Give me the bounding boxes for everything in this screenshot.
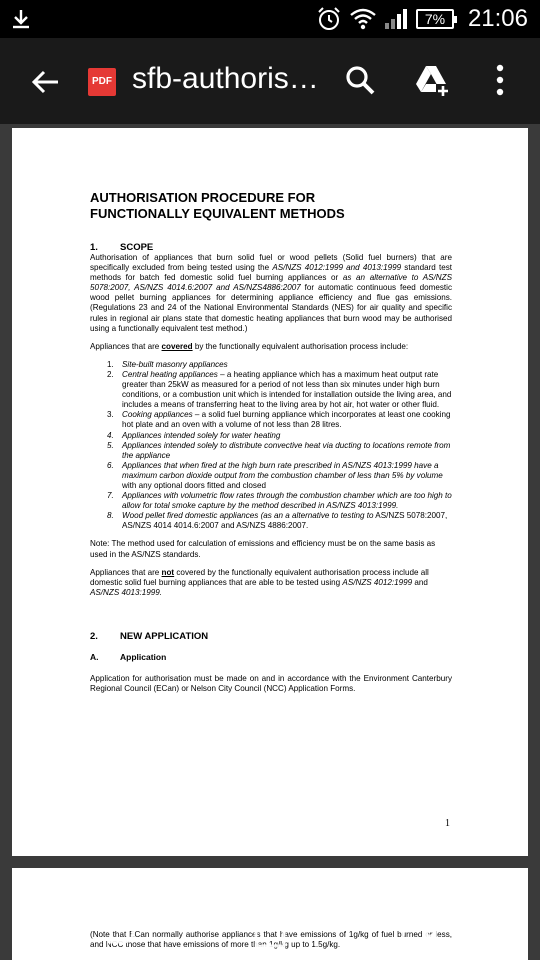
drive-add-icon[interactable] — [414, 62, 450, 98]
status-bar — [0, 0, 540, 38]
pdf-page-1[interactable] — [12, 128, 528, 856]
navigation-bar — [0, 900, 540, 960]
list-item: 6. Appliances that when fired at the high burn rate prescribed in AS/NZS 4013:1999 have a maximum carbon dioxide output from the combustion chamber of less than 5% by volume with any optional doors fitted and closed — [107, 460, 443, 490]
clock: 21:06 — [467, 5, 528, 32]
recents-nav-icon[interactable] — [394, 908, 444, 952]
not-covered-paragraph: Appliances that are not covered by the functionally equivalent authorisation process include all domestic solid fuel burning appliances that are able to be tested using AS/NZS 4012:1999 and AS/NZS 4013:1999. — [90, 567, 429, 597]
alarm-icon — [316, 6, 342, 32]
list-item: 1. Site-built masonry appliances — [107, 359, 228, 369]
section-1-heading: 1. SCOPE — [90, 242, 154, 253]
signal-icon — [384, 8, 408, 30]
download-icon — [10, 8, 32, 30]
home-nav-icon[interactable] — [245, 908, 295, 952]
document-heading: AUTHORISATION PROCEDURE FOR FUNCTIONALLY EQUIVALENT METHODS — [90, 190, 345, 221]
ecan-note: (Note that ECan normally authorise appliances that have emissions of 1g/kg of fuel burned or less, and NCC those that have emissions of more than 1g/kg up to 1.5g/kg. — [90, 930, 452, 950]
list-item: 5. Appliances intended solely to distribute convective heat via ducting to locations remote from the appliance — [107, 440, 451, 460]
subsection-a-heading: A. Application — [90, 652, 167, 662]
list-item: 2. Central heating appliances – a heating appliance which has a maximum heat output rate greater than 25kW as measured for a period of not less than six minutes under high burn conditions, or a combustion unit which is intended for installation outside the living area, and includes a means of transferring heat to the living area by hot air, hot water or other fluid. — [107, 369, 452, 410]
list-item: 7. Appliances with volumetric flow rates through the combustion chamber which are too high to allow for total smoke capture by the method described in AS/NZS 4013:1999. — [107, 491, 452, 511]
covered-intro: Appliances that are covered by the functionally equivalent authorisation process include: — [90, 341, 409, 351]
battery-icon: 7% — [416, 9, 454, 29]
document-title: sfb-authoris… — [132, 62, 319, 95]
pdf-file-icon: PDF — [88, 68, 116, 96]
scope-paragraph: Authorisation of appliances that burn solid fuel or wood pellets (Solid fuel burners) that are specifically excluded from being tested using the AS/NZS 4012:1999 and 4013:1999 standard test methods for batch fed domestic solid fuel burning appliances or as an alternative to AS/NZS 5078:2007, AS/NZS 4014.6:2007 and AS/NZS4886:2007 for automatic continuous feed domestic wood pellet burning appliances for determining appliance efficiency and flue gas emissions. (Regulations 23 and 24 of the National Environmental Standards (NES) for air quality and specific rules in regional air plans state that domestic heating appliances that burn wood may be authorised using a functionally equivalent test method.) — [90, 253, 452, 333]
arrow-back-icon[interactable] — [30, 66, 62, 98]
method-note: Note: The method used for calculation of emissions and efficiency must be on the same basis as used in the AS/NZS standards. — [90, 539, 436, 559]
list-item: 4. Appliances intended solely for water heating — [107, 430, 281, 440]
document-body — [90, 190, 452, 694]
back-nav-icon[interactable] — [88, 908, 138, 952]
more-vert-icon[interactable] — [488, 62, 512, 98]
covered-list — [90, 360, 452, 532]
section-2-heading: 2. NEW APPLICATION — [90, 630, 209, 642]
page-number: 1 — [445, 818, 450, 829]
list-item: 8. Wood pellet fired domestic appliances (as an a alternative to testing to AS/NZS 5078:2007, AS/NZS 4014 4014.6:2007 and AS/NZS 4886:2007. — [107, 511, 448, 531]
search-icon[interactable] — [344, 64, 376, 96]
app-bar — [0, 38, 540, 124]
application-paragraph: Application for authorisation must be made on and in accordance with the Environment Canterbury Regional Council (ECan) or Nelson City Council (NCC) Application Forms. — [90, 674, 452, 694]
list-item: 3. Cooking appliances – a solid fuel burning appliance which incorporates at least one cooking hot plate and an oven with a volume of not less than 28 litres. — [107, 410, 451, 430]
wifi-icon — [350, 8, 376, 30]
